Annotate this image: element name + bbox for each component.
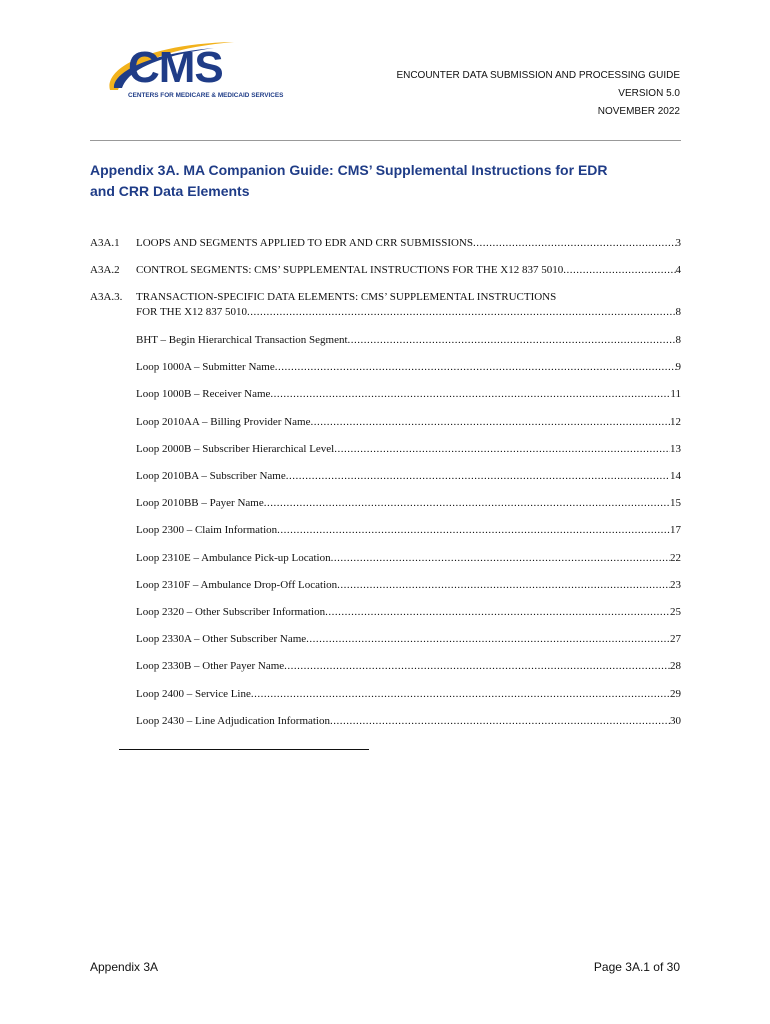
toc-entry-text: Loop 2330A – Other Subscriber Name: [136, 633, 307, 646]
toc-page-number: 29: [670, 687, 681, 700]
toc-section-a3a3[interactable]: [90, 305, 681, 319]
toc-dot-leader: [275, 360, 676, 374]
toc-dot-leader: [334, 442, 670, 456]
toc-page-number: 28: [670, 660, 681, 673]
toc-page-number: 30: [670, 714, 681, 727]
toc-page-number: 8: [675, 334, 681, 346]
toc-page-number: 27: [670, 633, 681, 646]
toc-dot-leader: [286, 469, 670, 483]
toc-entry-text: TRANSACTION-SPECIFIC DATA ELEMENTS: CMS’ SUPPLEMENTAL INSTRUCTIONS: [136, 291, 557, 303]
toc-entry[interactable]: [90, 442, 681, 456]
cms-logo-text: CMS: [128, 43, 223, 92]
toc-entry-text: Loop 2300 – Claim Information: [136, 524, 278, 537]
toc-section-a3a1[interactable]: [90, 236, 681, 250]
toc-page-number: 23: [670, 578, 681, 591]
toc-section-number: A3A.3.: [90, 291, 123, 303]
footer-appendix: Appendix 3A: [90, 960, 159, 974]
toc-dot-leader: [284, 659, 670, 673]
toc-entry[interactable]: [90, 605, 681, 619]
toc-page-number: 14: [670, 470, 681, 482]
toc-dot-leader: [251, 687, 670, 701]
cms-logo: [104, 40, 284, 104]
toc-section-a3a2[interactable]: [90, 263, 681, 277]
toc-entry-text: Loop 2430 – Line Adjudication Information: [136, 714, 330, 727]
toc-dot-leader: [325, 605, 670, 619]
header-divider: [90, 140, 681, 141]
toc-entry-text: Loop 2010BB – Payer Name: [136, 497, 264, 510]
toc-dot-leader: [563, 263, 675, 277]
toc-entry-text: Loop 2400 – Service Line: [136, 687, 251, 700]
toc-page-number: 3: [675, 237, 681, 249]
toc-entry-text: Loop 2010AA – Billing Provider Name: [136, 415, 311, 428]
toc-dot-leader: [331, 551, 670, 565]
header-date: NOVEMBER 2022: [597, 106, 680, 117]
header-version: VERSION 5.0: [618, 88, 680, 99]
toc-page-number: 15: [670, 497, 681, 510]
page-title: [90, 160, 690, 202]
toc-entry-text: Loop 1000B – Receiver Name: [136, 388, 271, 401]
footer-page-number: Page 3A.1 of 30: [593, 960, 680, 974]
toc-entry[interactable]: [90, 523, 681, 537]
toc-entry-text: Loop 2000B – Subscriber Hierarchical Level: [136, 442, 335, 455]
header-guide-title: ENCOUNTER DATA SUBMISSION AND PROCESSING GUIDE: [396, 70, 680, 81]
toc-dot-leader: [270, 387, 670, 401]
toc-dot-leader: [264, 496, 670, 510]
toc-page-number: 13: [670, 442, 681, 455]
toc-section-a3a3-first-line[interactable]: [90, 290, 681, 304]
toc-entry[interactable]: [90, 387, 681, 401]
toc-page-number: 9: [675, 361, 681, 374]
toc-entry[interactable]: [90, 659, 681, 673]
toc-dot-leader: [306, 632, 670, 646]
toc-section-number: A3A.2: [90, 264, 120, 276]
page-title-line1: Appendix 3A. MA Companion Guide: CMS’ Supplemental Instructions for EDR: [90, 162, 608, 178]
toc-entry-text: LOOPS AND SEGMENTS APPLIED TO EDR AND CRR SUBMISSIONS: [136, 237, 473, 249]
toc-entry[interactable]: [90, 632, 681, 646]
toc-entry[interactable]: [90, 714, 681, 728]
toc-entry-text: FOR THE X12 837 5010: [136, 306, 248, 318]
toc-page-number: 8: [675, 306, 681, 318]
toc-entry-text: Loop 2330B – Other Payer Name: [136, 660, 285, 673]
toc-page-number: 22: [670, 551, 681, 564]
toc-page-number: 17: [670, 524, 681, 537]
toc-dot-leader: [348, 333, 676, 347]
toc-entry[interactable]: [90, 578, 681, 592]
toc-entry-text: BHT – Begin Hierarchical Transaction Segment: [136, 334, 348, 346]
toc-entry-text: Loop 2310F – Ambulance Drop-Off Location: [136, 578, 338, 591]
toc-entry-text: Loop 2320 – Other Subscriber Information: [136, 606, 326, 618]
toc-page-number: 12: [670, 415, 681, 428]
cms-logo-subtitle: CENTERS FOR MEDICARE & MEDICAID SERVICES: [128, 92, 284, 99]
toc-dot-leader: [330, 714, 670, 728]
page-title-line2: and CRR Data Elements: [90, 183, 250, 199]
toc-dot-leader: [473, 236, 676, 250]
toc-dot-leader: [277, 523, 670, 537]
toc-page-number: 4: [675, 264, 681, 276]
toc-dot-leader: [310, 415, 670, 429]
toc-entry[interactable]: [90, 415, 681, 429]
toc-entry-text: Loop 2310E – Ambulance Pick-up Location: [136, 551, 331, 564]
toc-entry[interactable]: [90, 496, 681, 510]
toc-page-number: 11: [670, 388, 681, 401]
toc-dot-leader: [247, 305, 675, 319]
toc-entry[interactable]: [90, 333, 681, 347]
toc-section-number: A3A.1: [90, 237, 120, 249]
toc-entry-text: Loop 1000A – Submitter Name: [136, 361, 275, 374]
toc-dot-leader: [337, 578, 670, 592]
toc-entry[interactable]: [90, 551, 681, 565]
toc-page-number: 25: [670, 606, 681, 618]
toc-entry[interactable]: [90, 469, 681, 483]
footnote-separator: [119, 749, 369, 750]
toc-entry-text: Loop 2010BA – Subscriber Name: [136, 470, 286, 482]
toc-entry[interactable]: [90, 360, 681, 374]
toc-entry-text: CONTROL SEGMENTS: CMS’ SUPPLEMENTAL INSTRUCTIONS FOR THE X12 837 5010: [136, 264, 564, 276]
toc-entry[interactable]: [90, 687, 681, 701]
